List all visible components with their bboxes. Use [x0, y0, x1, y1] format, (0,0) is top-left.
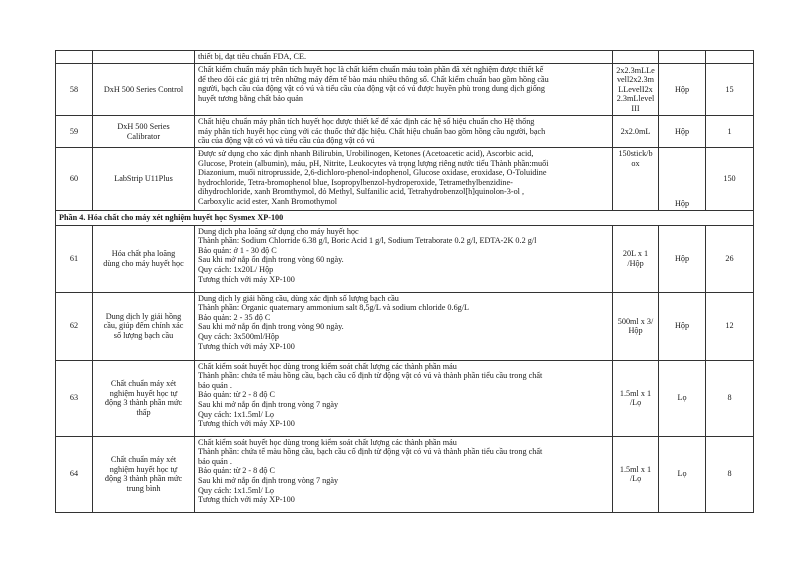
cell-spec	[613, 64, 659, 116]
cell-description	[195, 116, 613, 148]
cell-name	[93, 225, 195, 292]
description-line: Chất kiểm soát huyết học dùng trong kiểm soát chất lượng các thành phần máu	[198, 361, 457, 371]
name-line: dùng cho máy huyết học	[103, 258, 184, 268]
cell-unit: Hộp	[659, 64, 706, 116]
cell-unit: Hộp	[659, 225, 706, 292]
name-line: Chất chuẩn máy xét	[110, 454, 177, 464]
name-line: động 3 thành phần mức	[104, 474, 183, 484]
description-line: Thành phần: chứa tế màu hồng cầu, bạch cầu cố định từ động vật có vú và thành phần tiểu cầu trong chất	[198, 371, 543, 381]
cell-description	[195, 436, 613, 512]
description-line: hydrochloride, Tetra-bromophenol blue, Isopropylbenzol-hydroperoxide, Tetramethylbenzidine-	[198, 177, 513, 187]
name-line: DxH 500 Series Control	[103, 84, 184, 94]
description-line: Tương thích với máy XP-100	[198, 274, 295, 284]
cell-stt: 62	[56, 292, 93, 360]
spec-line: 2x2.3mLLe	[616, 65, 655, 75]
cell-spec	[613, 225, 659, 292]
spec-line: /Hộp	[627, 258, 644, 268]
name-line: động 3 thành phần mức	[104, 398, 183, 408]
cell-spec	[613, 148, 659, 211]
cell-unit: Lọ	[659, 436, 706, 512]
description-line: Quy cách: 1x1.5ml/ Lọ	[198, 485, 274, 495]
cell-stt: 64	[56, 436, 93, 512]
cell-qty: 8	[706, 436, 754, 512]
description-line: Chất kiểm soát huyết học dùng trong kiểm soát chất lượng các thành phần máu	[198, 437, 457, 447]
description-line: máy phân tích huyết học cùng với các thuốc thử đặc hiệu. Chất hiệu chuẩn bao gồm hồng cầu người, bạch	[198, 126, 546, 136]
description-line: thiết bị, đạt tiêu chuẩn FDA, CE.	[198, 52, 307, 61]
description-line: Sau khi mở nắp ổn định trong vòng 60 ngày.	[198, 255, 344, 265]
description-line: Bảo quản: từ 2 - 8 độ C	[198, 466, 275, 476]
cell-stt: 58	[56, 64, 93, 116]
cell-stt: 60	[56, 148, 93, 211]
cell-unit: Lọ	[659, 360, 706, 436]
cell-unit: Hộp	[659, 292, 706, 360]
description-line: Tương thích với máy XP-100	[198, 419, 295, 429]
description-line: Được sử dụng cho xác định nhanh Bilirubin, Urobilinogen, Ketones (Acetoacetic acid), Ascorbic acid,	[198, 149, 534, 158]
table-row	[56, 436, 754, 512]
spec-line: 2x2.0mL	[620, 126, 651, 136]
cell-spec	[613, 436, 659, 512]
description-line: người, bạch cầu của động vật có vú và tiểu cầu của động vật có vú được huyền phù trong dung dịch giống	[198, 84, 545, 94]
description-line: Chất kiểm chuẩn máy phân tích huyết học là chất kiểm chuẩn máu toàn phần đã xét nghiệm được thiết kế	[198, 65, 544, 74]
name-line: Chất chuẩn máy xét	[110, 378, 177, 388]
cell-name	[93, 51, 195, 64]
cell-name	[93, 116, 195, 148]
description-line: bảo quản .	[198, 456, 232, 466]
description-line: dihydrochloride, xanh Bromthymol, đỏ Methyl, Sulfanilic acid, Tetrahydrobenzol[h]quinolon-3-ol ,	[198, 187, 525, 197]
description-line: huyết tương bằng chất bảo quản	[198, 93, 303, 103]
table-row	[56, 116, 754, 148]
table-row	[56, 148, 754, 211]
cell-stt: 59	[56, 116, 93, 148]
spec-line: 20L x 1	[622, 249, 649, 258]
description-line: Quy cách: 3x500ml/Hộp	[198, 331, 279, 341]
cell-spec	[613, 51, 659, 64]
name-line: Hóa chất pha loãng	[111, 249, 176, 258]
spec-line: 150stick/b	[618, 149, 653, 158]
cell-description	[195, 360, 613, 436]
description-line: Sau khi mở nắp ổn định trong vòng 7 ngày	[198, 399, 339, 409]
cell-qty: 26	[706, 225, 754, 292]
spec-line: III	[631, 103, 640, 113]
spec-line: 1.5ml x 1	[619, 388, 652, 398]
cell-stt: 61	[56, 225, 93, 292]
name-line: trung bình	[126, 483, 161, 493]
cell-qty	[706, 51, 754, 64]
spec-line: vell2x2.3m	[616, 75, 655, 85]
table-row	[56, 51, 754, 64]
cell-unit	[659, 51, 706, 64]
description-line: Bảo quản: 2 - 35 độ C	[198, 312, 271, 322]
description-line: Glucose, Protein (albumin), máu, pH, Nitrite, Leukocytes và trọng lượng riêng nước tiểu Thành phần:muối	[198, 158, 549, 168]
table-row	[56, 292, 754, 360]
name-line: LabStrip U11Plus	[114, 174, 173, 184]
table-row	[56, 360, 754, 436]
spec-line: 2.3mLlevel	[616, 94, 655, 104]
cell-description	[195, 148, 613, 211]
description-line: bảo quản .	[198, 380, 232, 390]
name-line: thấp	[136, 407, 151, 417]
section-row	[56, 211, 754, 226]
name-line: số lượng bạch cầu	[113, 330, 174, 340]
name-line: nghiệm huyết học tự	[109, 388, 178, 398]
cell-stt	[56, 51, 93, 64]
spec-line: /Lọ	[629, 398, 642, 408]
name-line: nghiệm huyết học tự	[109, 464, 178, 474]
spec-line: 500ml x 3/	[617, 316, 654, 326]
description-line: Diazonium, muối nitroprusside, 2,6-dichloro-phenol-indophenol, Glucose oxidase, eroxidase, O-Toluidine	[198, 168, 547, 178]
cell-unit: Hộp	[659, 148, 706, 211]
description-line: Tương thích với máy XP-100	[198, 341, 295, 351]
cell-spec	[613, 360, 659, 436]
description-line: cầu của động vật có vú và tiểu cầu của động vật có vú	[198, 136, 375, 146]
cell-name	[93, 360, 195, 436]
description-line: Bảo quản: từ 2 - 8 độ C	[198, 390, 275, 400]
description-line: Quy cách: 1x1.5ml/ Lọ	[198, 409, 274, 419]
cell-description	[195, 64, 613, 116]
name-line: DxH 500 Series	[117, 121, 170, 131]
cell-name	[93, 436, 195, 512]
cell-spec	[613, 116, 659, 148]
cell-stt: 63	[56, 360, 93, 436]
cell-name	[93, 148, 195, 211]
cell-spec	[613, 292, 659, 360]
cell-qty: 8	[706, 360, 754, 436]
cell-qty: 12	[706, 292, 754, 360]
spec-line: LLevelI2x	[618, 84, 653, 94]
description-line: Sau khi mở nắp ổn định trong vòng 90 ngày.	[198, 322, 344, 332]
description-line: Bảo quản: ở 1 - 30 độ C	[198, 245, 277, 255]
description-line: Sau khi mở nắp ổn định trong vòng 7 ngày	[198, 475, 339, 485]
description-line: để theo dõi các giá trị trên những máy đếm tế bào máu nhiều thông số. Chất kiểm chuẩn bao gồm hồng cầu	[198, 74, 549, 84]
spec-line: /Lọ	[629, 474, 642, 484]
name-line: Dung dịch ly giải hồng	[105, 311, 182, 321]
cell-name	[93, 292, 195, 360]
cell-name	[93, 64, 195, 116]
cell-qty: 15	[706, 64, 754, 116]
description-line: Dung dịch pha loãng sử dụng cho máy huyết học	[198, 226, 359, 236]
description-line: Thành phần: chứa tế màu hồng cầu, bạch cầu cố định từ động vật có vú và thành phần tiểu cầu trong chất	[198, 447, 543, 457]
spec-line: 1.5ml x 1	[619, 464, 652, 474]
cell-description	[195, 292, 613, 360]
description-line: Thành phần: Organic quaternary ammonium salt 8,5g/L và sodium chloride 0.6g/L	[198, 303, 470, 313]
product-table	[55, 50, 754, 513]
cell-description	[195, 225, 613, 292]
description-line: Quy cách: 1x20L/ Hộp	[198, 264, 274, 274]
section-title: Phần 4. Hóa chất cho máy xét nghiệm huyết học Sysmex XP-100	[56, 211, 754, 226]
description-line: Chất hiệu chuẩn máy phân tích huyết học được thiết kế để xác định các hệ số hiệu chuẩn cho Hệ thống	[198, 117, 535, 126]
description-line: Carboxylic acid ester, Xanh Bromothymol	[198, 196, 338, 206]
cell-description	[195, 51, 613, 64]
spec-line: Hộp	[628, 326, 643, 336]
cell-unit: Hộp	[659, 116, 706, 148]
description-line: Dung dịch ly giải hồng cầu, dùng xác định số lượng bạch cầu	[198, 293, 399, 303]
name-line: Calibrator	[126, 131, 161, 141]
cell-qty: 1	[706, 116, 754, 148]
spec-line: ox	[631, 158, 640, 168]
table-row	[56, 64, 754, 116]
cell-qty: 150	[706, 148, 754, 211]
name-line: cầu, giúp đếm chính xác	[103, 321, 184, 331]
description-line: Tương thích với máy XP-100	[198, 495, 295, 505]
table-row	[56, 225, 754, 292]
description-line: Thành phần: Sodium Chlorride 6.38 g/l, Boric Acid 1 g/l, Sodium Tetraborate 0.2 g/l, EDTA-2K 0.2 g/l	[198, 236, 537, 246]
